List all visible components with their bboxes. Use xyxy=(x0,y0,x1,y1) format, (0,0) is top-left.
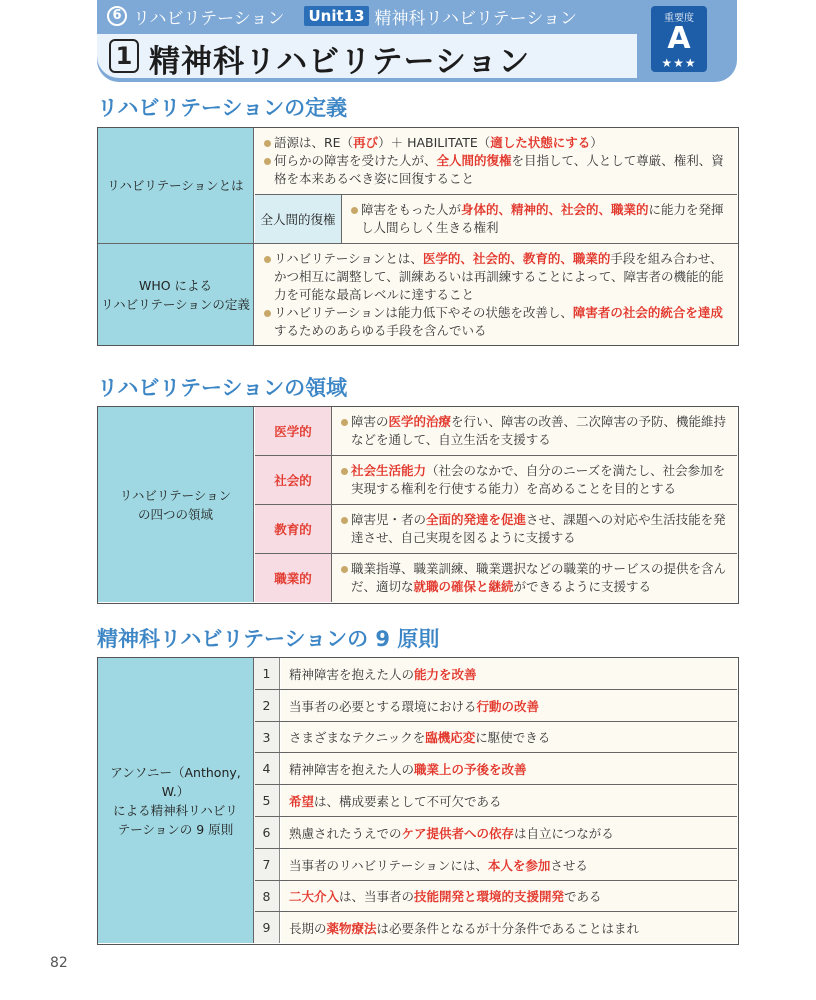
principle-text: 熟慮されたうえでのケア提供者への依存は自立につながる xyxy=(281,817,737,848)
principle-text: 精神障害を抱えた人の職業上の予後を改善 xyxy=(281,753,737,784)
principles-heading: 精神科リハビリテーションの 9 原則 xyxy=(97,627,440,651)
domain-name: 社会的 xyxy=(255,456,331,504)
definition-heading: リハビリテーションの定義 xyxy=(97,96,348,120)
domain-description xyxy=(332,407,737,455)
domain-description xyxy=(332,554,737,602)
principle-number: 8 xyxy=(254,881,280,911)
page-header xyxy=(97,0,737,82)
domain-description xyxy=(332,456,737,504)
section-title-band xyxy=(97,34,637,78)
domains-table xyxy=(97,406,739,604)
principle-number: 4 xyxy=(254,753,280,784)
page-number: 82 xyxy=(50,955,68,971)
importance-label: 重要度 xyxy=(664,13,694,24)
definition-table xyxy=(97,127,739,346)
page-title: 精神科リハビリテーション xyxy=(149,44,531,80)
principle-number: 1 xyxy=(254,658,280,689)
domains-label: リハビリテーション の四つの領域 xyxy=(98,407,254,602)
section-number: 1 xyxy=(109,39,139,73)
sub-label-zenningen: 全人間的復権 xyxy=(255,195,341,243)
domain-bullet: 社会生活能力（社会のなかで、自分のニーズを満たし、社会参加を実現する権利を行使する能力）を高めることを目的とする xyxy=(340,462,729,498)
importance-badge xyxy=(651,6,707,72)
principle-number: 5 xyxy=(254,785,280,816)
definition-bullet: リハビリテーションとは、医学的、社会的、教育的、職業的手段を組み合わせ、かつ相互に調整して、訓練あるいは再訓練することによって、障害者の機能的能力を可能な最高レベルに達すること xyxy=(263,250,729,304)
domain-name: 職業的 xyxy=(255,554,331,602)
definition-row2-label: WHO による リハビリテーションの定義 xyxy=(98,244,254,345)
sub-content-cell xyxy=(342,195,737,243)
principle-text: 当事者の必要とする環境における行動の改善 xyxy=(281,690,737,721)
principle-number: 3 xyxy=(254,722,280,752)
importance-grade: A xyxy=(667,21,691,56)
definition-bullet: 語源は、RE（再び）＋ HABILITATE（適した状態にする） xyxy=(263,134,729,152)
definition-row1-label: リハビリテーションとは xyxy=(98,128,254,243)
principle-number: 6 xyxy=(254,817,280,848)
domains-heading: リハビリテーションの領域 xyxy=(97,376,348,400)
principle-text: 当事者のリハビリテーションには、本人を参加させる xyxy=(281,849,737,880)
principles-table xyxy=(97,657,739,945)
domain-description xyxy=(332,505,737,553)
definition-row2-cell xyxy=(255,244,737,345)
principle-text: さまざまなテクニックを臨機応変に駆使できる xyxy=(281,722,737,752)
principle-number: 9 xyxy=(254,912,280,943)
domain-bullet: 障害児・者の全面的発達を促進させ、課題への対応や生活技能を発達させ、自己実現を図るように支援する xyxy=(340,511,729,547)
principles-label: アンソニー（Anthony, W.） による精神科リハビリ テーションの 9 原則 xyxy=(98,658,254,943)
definition-bullet: リハビリテーションは能力低下やその状態を改善し、障害者の社会的統合を達成するためのあらゆる手段を含んでいる xyxy=(263,304,729,340)
domain-bullet: 職業指導、職業訓練、職業選択などの職業的サービスの提供を含んだ、適切な就職の確保と継続ができるように支援する xyxy=(340,560,729,596)
domain-name: 医学的 xyxy=(255,407,331,455)
principle-text: 希望は、構成要素として不可欠である xyxy=(281,785,737,816)
chapter-number-badge: 6 xyxy=(107,6,127,26)
chapter-breadcrumb xyxy=(97,0,577,32)
domain-name: 教育的 xyxy=(255,505,331,553)
definition-bullet: 何らかの障害を受けた人が、全人間的復権を目指して、人として尊厳、権利、資格を本来あるべき姿に回復すること xyxy=(263,152,729,188)
principle-text: 精神障害を抱えた人の能力を改善 xyxy=(281,658,737,689)
unit-title: 精神科リハビリテーション xyxy=(374,8,578,29)
importance-stars: ★★★ xyxy=(661,56,697,70)
domain-bullet: 障害の医学的治療を行い、障害の改善、二次障害の予防、機能維持などを通して、自立生活を支援する xyxy=(340,413,729,449)
principle-number: 2 xyxy=(254,690,280,721)
chapter-title: リハビリテーション xyxy=(133,8,285,29)
principle-text: 長期の薬物療法は必要条件となるが十分条件であることはまれ xyxy=(281,912,737,943)
definition-row1-cell xyxy=(255,128,737,194)
unit-badge: Unit13 xyxy=(304,6,368,26)
principle-number: 7 xyxy=(254,849,280,880)
principle-text: 二大介入は、当事者の技能開発と環境的支援開発である xyxy=(281,881,737,911)
definition-bullet: 障害をもった人が身体的、精神的、社会的、職業的に能力を発揮し人間らしく生きる権利 xyxy=(350,201,729,237)
